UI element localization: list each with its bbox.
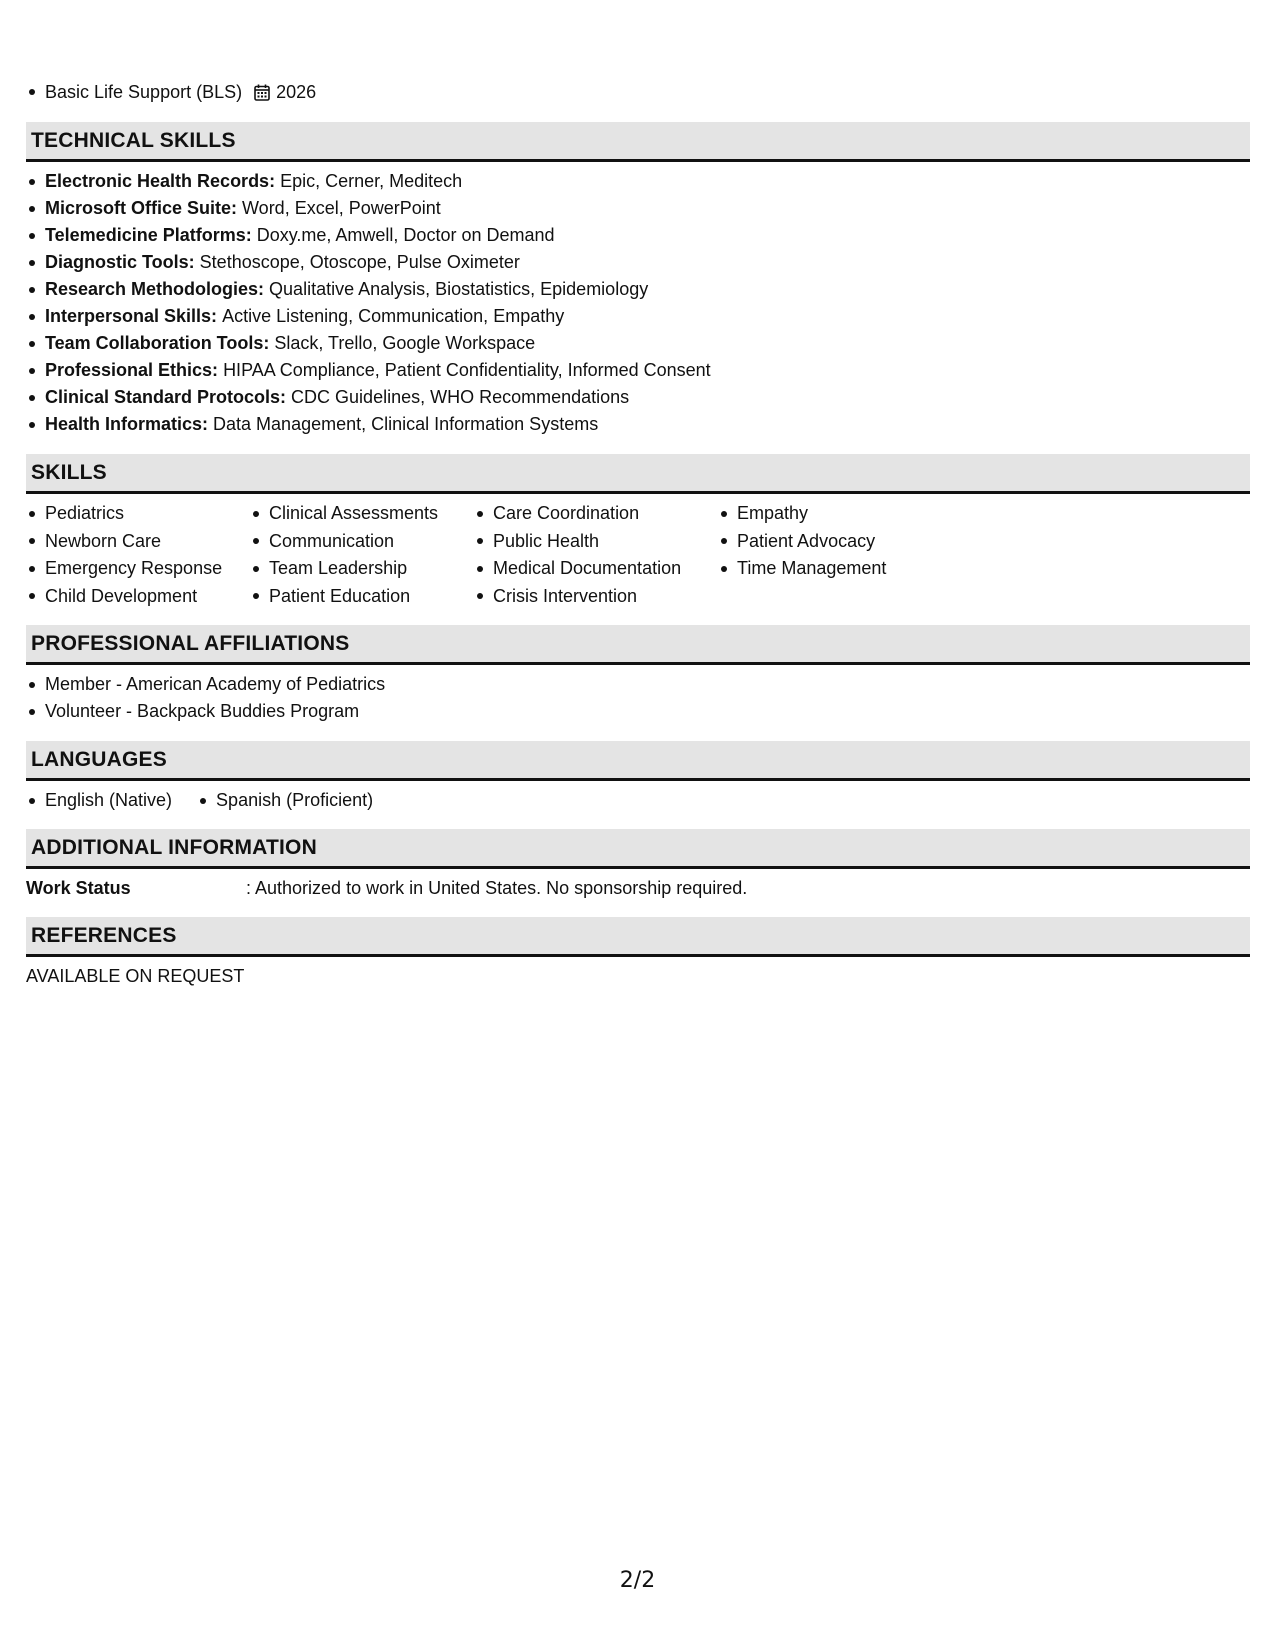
skills-column — [250, 500, 474, 610]
certification-item — [26, 80, 316, 104]
skill-category-value: Qualitative Analysis, Biostatistics, Epidemiology — [269, 279, 649, 299]
skill-category-label: Professional Ethics: — [45, 360, 219, 380]
work-status-label: Work Status — [26, 878, 131, 898]
list-item: Member - American Academy of Pediatrics — [26, 671, 385, 698]
bullet — [29, 206, 35, 212]
skill-category-label: Research Methodologies: — [45, 279, 265, 299]
technical-skill-item — [26, 195, 711, 222]
skill-category-value: Doxy.me, Amwell, Doctor on Demand — [256, 225, 555, 245]
bullet — [29, 314, 35, 320]
skills-column — [26, 500, 250, 610]
technical-skill-item — [26, 357, 711, 384]
list-item: Team Leadership — [250, 555, 474, 583]
skill-category-value: Word, Excel, PowerPoint — [242, 198, 441, 218]
technical-skill-item — [26, 330, 711, 357]
technical-skill-item — [26, 168, 711, 195]
list-item: Time Management — [718, 555, 942, 583]
bullet — [29, 260, 35, 266]
skill-category-label: Electronic Health Records: — [45, 171, 276, 191]
skill-category-label: Health Informatics: — [45, 414, 209, 434]
work-status-row — [26, 875, 747, 902]
references-heading: REFERENCES — [26, 917, 1250, 957]
bullet — [29, 233, 35, 239]
skills-grid — [26, 500, 942, 610]
skill-category-value: Epic, Cerner, Meditech — [280, 171, 463, 191]
list-item: Pediatrics — [26, 500, 250, 528]
affiliations-heading: PROFESSIONAL AFFILIATIONS — [26, 625, 1250, 665]
bullet — [29, 395, 35, 401]
list-item: Patient Education — [250, 583, 474, 611]
skill-category-label: Diagnostic Tools: — [45, 252, 195, 272]
technical-skill-item — [26, 276, 711, 303]
bullet — [29, 179, 35, 185]
list-item: Medical Documentation — [474, 555, 718, 583]
bullet — [29, 341, 35, 347]
technical-skill-item — [26, 249, 711, 276]
list-item: English (Native) — [26, 787, 172, 814]
skill-category-value: HIPAA Compliance, Patient Confidentiality, Informed Consent — [223, 360, 711, 380]
references-text: AVAILABLE ON REQUEST — [26, 966, 245, 986]
bullet — [29, 89, 35, 95]
list-item: Newborn Care — [26, 528, 250, 556]
list-item: Clinical Assessments — [250, 500, 474, 528]
skill-category-label: Team Collaboration Tools: — [45, 333, 270, 353]
skills-column — [474, 500, 718, 610]
work-status-value: : Authorized to work in United States. No sponsorship required. — [246, 878, 748, 898]
bullet — [29, 287, 35, 293]
skill-category-value: Slack, Trello, Google Workspace — [274, 333, 536, 353]
resume-page — [26, 0, 1250, 1650]
list-item: Crisis Intervention — [474, 583, 718, 611]
list-item: Emergency Response — [26, 555, 250, 583]
skill-category-label: Microsoft Office Suite: — [45, 198, 238, 218]
calendar-icon — [254, 84, 270, 101]
skill-category-label: Interpersonal Skills: — [45, 306, 218, 326]
list-item: Public Health — [474, 528, 718, 556]
list-item: Empathy — [718, 500, 942, 528]
technical-skill-item — [26, 384, 711, 411]
skill-category-label: Telemedicine Platforms: — [45, 225, 252, 245]
technical-skill-item — [26, 222, 711, 249]
technical-skill-item — [26, 303, 711, 330]
bullet — [29, 368, 35, 374]
skills-column — [718, 500, 942, 610]
additional-info-heading: ADDITIONAL INFORMATION — [26, 829, 1250, 869]
skills-heading: SKILLS — [26, 454, 1250, 494]
skill-category-value: Stethoscope, Otoscope, Pulse Oximeter — [199, 252, 520, 272]
list-item: Volunteer - Backpack Buddies Program — [26, 698, 385, 725]
list-item: Communication — [250, 528, 474, 556]
technical-skills-list — [26, 168, 711, 438]
skill-category-label: Clinical Standard Protocols: — [45, 387, 287, 407]
bullet — [29, 422, 35, 428]
list-item: Patient Advocacy — [718, 528, 942, 556]
technical-skill-item — [26, 411, 711, 438]
list-item: Child Development — [26, 583, 250, 611]
affiliations-list — [26, 671, 385, 725]
skill-category-value: Data Management, Clinical Information Systems — [213, 414, 599, 434]
technical-skills-heading: TECHNICAL SKILLS — [26, 122, 1250, 162]
page-number: 2/2 — [619, 1568, 656, 1593]
skill-category-value: Active Listening, Communication, Empathy — [222, 306, 565, 326]
list-item: Spanish (Proficient) — [197, 787, 373, 814]
languages-heading: LANGUAGES — [26, 741, 1250, 781]
certification-name: Basic Life Support (BLS) — [45, 81, 243, 102]
certification-year: 2026 — [276, 81, 317, 102]
skill-category-value: CDC Guidelines, WHO Recommendations — [291, 387, 630, 407]
list-item: Care Coordination — [474, 500, 718, 528]
languages-list — [26, 787, 398, 814]
